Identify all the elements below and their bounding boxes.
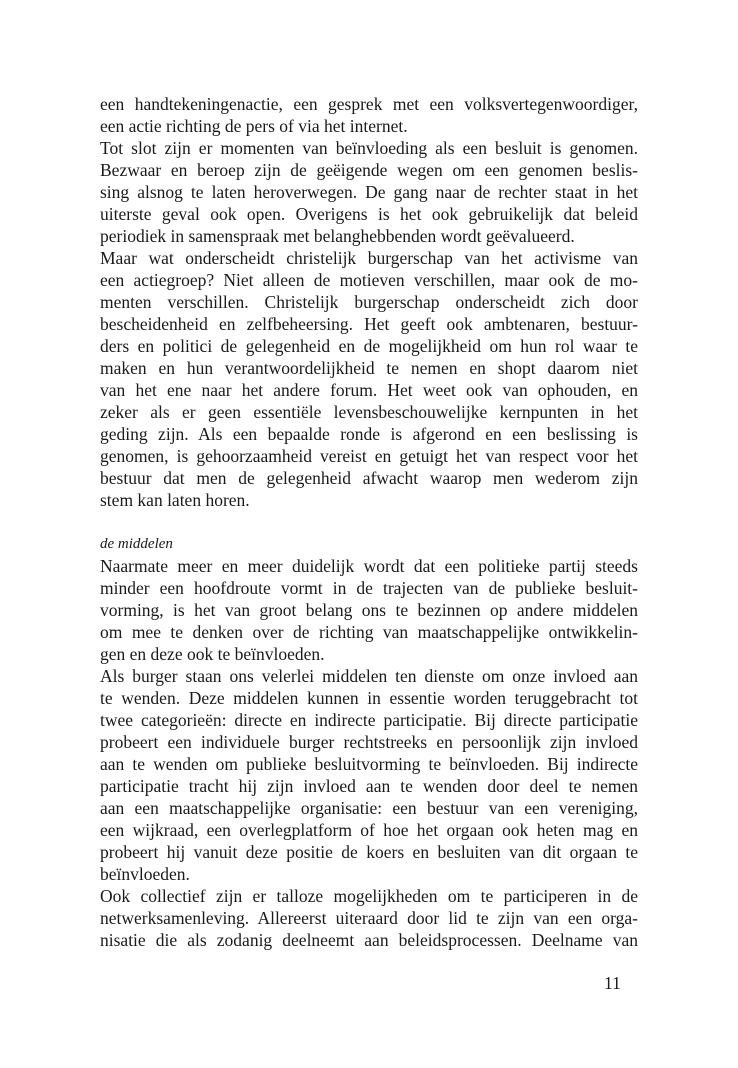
text-line: van het ene naar het andere forum. Het weet ook van ophouden, en [100,380,638,400]
text-line: beïnvloeden. [100,864,190,884]
page-number: 11 [604,973,621,993]
text-line: aan te wenden om publieke besluitvorming te beïnvloeden. Bij indirecte [100,754,638,774]
text-line: probeert een individuele burger rechtstreeks en persoonlijk zijn invloed [100,732,638,752]
section-heading: de middelen [100,536,173,552]
page-body [100,93,638,951]
text-line: geding zijn. Als een bepaalde ronde is afgerond en een beslissing is [100,424,638,444]
text-line: periodiek in samenspraak met belanghebbenden wordt geëvalueerd. [100,226,575,246]
paragraph-means-intro [100,555,638,665]
text-line: gen en deze ook te beïnvloeden. [100,644,325,664]
text-line: Naarmate meer en meer duidelijk wordt dat een politieke partij steeds [100,556,638,576]
paragraph-christian-citizenship [100,247,638,511]
text-line: om mee te denken over de richting van maatschappelijke ontwikkelin- [100,622,638,642]
paragraph-spacer [100,511,638,533]
text-line: uiterste geval ook open. Overigens is het ook gebruikelijk dat beleid [100,204,638,224]
text-line: Bezwaar en beroep zijn de geëigende wegen om een genomen beslis- [100,160,638,180]
paragraph-participation [100,665,638,885]
text-line: probeert hij vanuit deze positie de koers en besluiten van dit orgaan te [100,842,638,862]
text-line: nisatie die als zodanig deelneemt aan beleidsprocessen. Deelname van [100,930,638,950]
text-line: een handtekeningenactie, een gesprek met een volksvertegenwoordiger, [100,94,638,114]
text-line: Tot slot zijn er momenten van beïnvloeding als een besluit is genomen. [100,138,638,158]
paragraph-intro-end [100,93,638,137]
paragraph-collective [100,885,638,951]
paragraph-after-decision [100,137,638,247]
text-line: netwerksamenleving. Allereerst uiteraard door lid te zijn van een orga- [100,908,638,928]
text-line: Maar wat onderscheidt christelijk burgerschap van het activisme van [100,248,638,268]
text-line: een actiegroep? Niet alleen de motieven verschillen, maar ook de mo- [100,270,638,290]
text-line: stem kan laten horen. [100,490,250,510]
text-line: vorming, is het van groot belang ons te bezinnen op andere middelen [100,600,638,620]
text-line: zeker als er geen essentiële levensbeschouwelijke kernpunten in het [100,402,638,422]
text-line: genomen, is gehoorzaamheid vereist en getuigt het van respect voor het [100,446,638,466]
text-line: Als burger staan ons velerlei middelen ten dienste om onze invloed aan [100,666,638,686]
text-line: participatie tracht hij zijn invloed aan te wenden door deel te nemen [100,776,638,796]
text-line: bescheidenheid en zelfbeheersing. Het geeft ook ambtenaren, bestuur- [100,314,638,334]
text-line: twee categorieën: directe en indirecte participatie. Bij directe participatie [100,710,638,730]
text-line: ders en politici de gelegenheid en de mogelijkheid om hun rol waar te [100,336,638,356]
text-line: een actie richting de pers of via het internet. [100,116,408,136]
text-line: menten verschillen. Christelijk burgerschap onderscheidt zich door [100,292,638,312]
text-line: te wenden. Deze middelen kunnen in essentie worden teruggebracht tot [100,688,638,708]
text-line: maken en hun verantwoordelijkheid te nemen en shopt daarom niet [100,358,638,378]
text-line: een wijkraad, een overlegplatform of hoe het orgaan ook heten mag en [100,820,638,840]
text-line: aan een maatschappelijke organisatie: een bestuur van een vereniging, [100,798,638,818]
text-line: bestuur dat men de gelegenheid afwacht waarop men wederom zijn [100,468,638,488]
text-line: sing alsnog te laten heroverwegen. De gang naar de rechter staat in het [100,182,638,202]
text-line: minder een hoofdroute vormt in de trajecten van de publieke besluit- [100,578,638,598]
text-line: Ook collectief zijn er talloze mogelijkheden om te participeren in de [100,886,638,906]
